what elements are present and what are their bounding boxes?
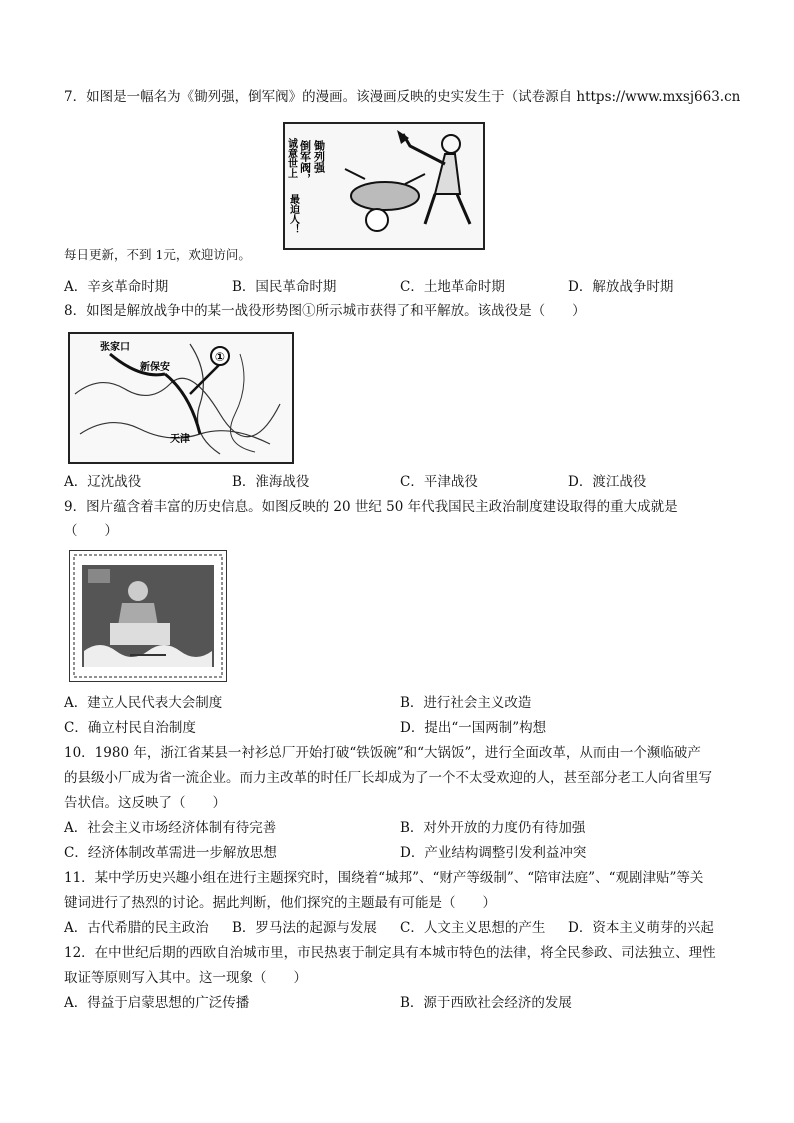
q8-option-b[interactable]: B．淮海战役 <box>232 474 310 490</box>
fallen-head <box>366 209 388 231</box>
q7-stem: 7．如图是一幅名为《锄列强，倒军阀》的漫画。该漫画反映的史实发生于（试卷源自 https://www.mxsj663.cn <box>64 89 741 105</box>
map-label-zhangjiakou: 张家口 <box>100 342 130 353</box>
person-head <box>128 581 148 601</box>
q9-option-d[interactable]: D．提出“一国两制”构想 <box>400 720 547 736</box>
q10-line-1: 10．1980 年，浙江省某县一衬衫总厂开始打破“铁饭碗”和“大锅饭”，进行全面改革，从而由一个濒临破产 <box>64 745 701 761</box>
q7-stem-cont: 每日更新，不到 1元，欢迎访问。 <box>64 247 251 262</box>
q9-stem-cont: （ ） <box>64 523 118 539</box>
ballot-box <box>110 623 170 645</box>
q12-option-a[interactable]: A．得益于启蒙思想的广泛传播 <box>64 995 250 1011</box>
cartoon-text-2: 倒军阀， <box>298 140 312 184</box>
stamp-drawing <box>70 551 226 681</box>
q11-option-d[interactable]: D．资本主义萌芽的兴起 <box>568 920 714 936</box>
q10-option-b[interactable]: B．对外开放的力度仍有待加强 <box>400 820 586 836</box>
cartoon-text-3: 诚意世上 <box>285 138 297 178</box>
q7-option-b[interactable]: B．国民革命时期 <box>232 279 337 295</box>
q8-option-d[interactable]: D．渡江战役 <box>568 474 647 490</box>
q11-line-1: 11．某中学历史兴趣小组在进行主题探究时，围绕着“城邦”、“财产等级制”、“陪审法庭”、“观剧津贴”等关 <box>64 870 704 886</box>
q7-option-a[interactable]: A．辛亥革命时期 <box>64 279 169 295</box>
q8-battle-map <box>68 332 294 464</box>
map-label-xinbaoan: 新保安 <box>140 362 170 373</box>
q10-option-a[interactable]: A．社会主义市场经济体制有待完善 <box>64 820 277 836</box>
q10-line-3: 告状信。这反映了（ ） <box>64 795 226 811</box>
q11-option-a[interactable]: A．古代希腊的民主政治 <box>64 920 209 936</box>
map-drawing <box>70 334 292 462</box>
q12-line-1: 12．在中世纪后期的西欧自治城市里，市民热衷于制定具有本城市特色的法律，将全民参政、司法独立、理性 <box>64 945 716 961</box>
q7-option-c[interactable]: C．土地革命时期 <box>400 279 505 295</box>
cartoon-drawing <box>285 124 483 248</box>
q7-option-d[interactable]: D．解放战争时期 <box>568 279 674 295</box>
q9-option-b[interactable]: B．进行社会主义改造 <box>400 695 532 711</box>
q12-line-2: 取证等原则写入其中。这一现象（ ） <box>64 970 307 986</box>
q11-option-b[interactable]: B．罗马法的起源与发展 <box>232 920 377 936</box>
q9-option-c[interactable]: C．确立村民自治制度 <box>64 720 196 736</box>
cartoon-text-4: 最迫人！ <box>287 194 299 234</box>
q11-line-2: 键词进行了热烈的讨论。据此判断，他们探究的主题最有可能是（ ） <box>64 895 496 911</box>
flag-icon <box>88 569 110 583</box>
q10-option-c[interactable]: C．经济体制改革需进一步解放思想 <box>64 845 277 861</box>
q10-line-2: 的县级小厂成为省一流企业。而力主改革的时任厂长却成为了一个不太受欢迎的人，甚至部分老工人向省里写 <box>64 770 712 786</box>
q9-stamp <box>69 550 227 682</box>
q8-stem: 8．如图是解放战争中的某一战役形势图①所示城市获得了和平解放。该战役是（ ） <box>64 303 586 319</box>
q12-option-b[interactable]: B．源于西欧社会经济的发展 <box>400 995 572 1011</box>
q8-option-a[interactable]: A．辽沈战役 <box>64 474 142 490</box>
q10-option-d[interactable]: D．产业结构调整引发利益冲突 <box>400 845 587 861</box>
cartoon-text-1: 锄列强 <box>312 140 326 173</box>
map-label-1: ① <box>214 350 226 364</box>
q8-option-c[interactable]: C．平津战役 <box>400 474 478 490</box>
q9-stem: 9．图片蕴含着丰富的历史信息。如图反映的 20 世纪 50 年代我国民主政治制度建设取得的重大成就是 <box>64 499 678 515</box>
fallen-figure <box>351 182 419 210</box>
map-label-tianjin: 天津 <box>170 434 190 445</box>
q9-option-a[interactable]: A．建立人民代表大会制度 <box>64 695 223 711</box>
q11-option-c[interactable]: C．人文主义思想的产生 <box>400 920 546 936</box>
q7-cartoon <box>283 122 485 250</box>
